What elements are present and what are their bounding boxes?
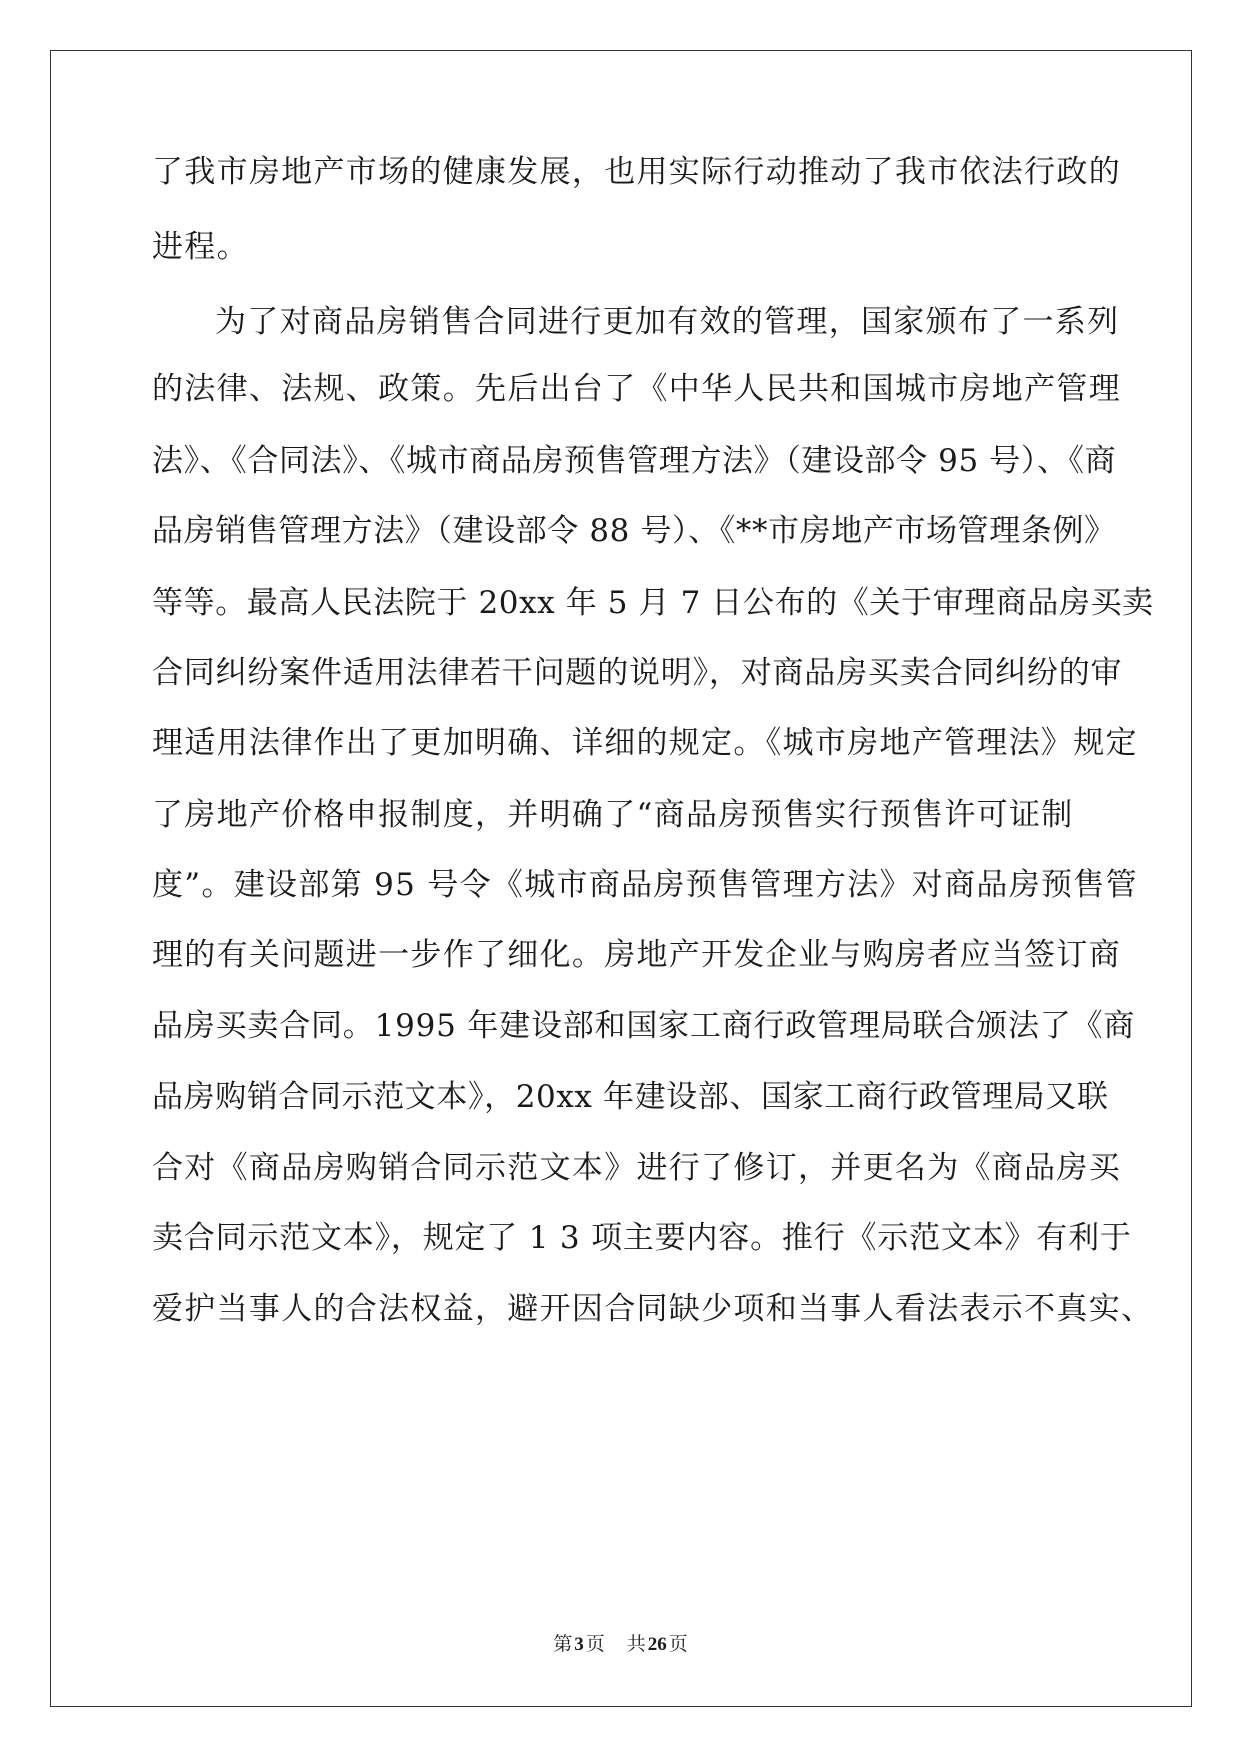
text-line: 品房购销合同示范文本》，20xx 年建设部、国家工商行政管理局又联 — [152, 1079, 1109, 1115]
text-line: 合同纠纷案件适用法律若干问题的说明》，对商品房买卖合同纠纷的审 — [152, 655, 1123, 691]
page-label-prefix: 第 — [553, 1634, 573, 1655]
paragraph-first-line: 为了对商品房销售合同进行更加有效的管理，国家颁布了一系列 — [215, 304, 1120, 340]
text-line: 卖合同示范文本》，规定了 1 3 项主要内容。推行《示范文本》有利于 — [152, 1220, 1132, 1256]
total-label-prefix: 共 — [626, 1634, 646, 1655]
total-pages: 26 — [647, 1634, 667, 1655]
text-line: 了我市房地产市场的健康发展，也用实际行动推动了我市依法行政的 — [152, 154, 1121, 190]
text-line: 理的有关问题进一步作了细化。房地产开发企业与购房者应当签订商 — [152, 937, 1121, 973]
page-number: 3 — [574, 1634, 584, 1655]
text-line: 等等。最高人民法院于 20xx 年 5 月 7 日公布的《关于审理商品房买卖 — [152, 585, 1154, 621]
text-line: 的法律、法规、政策。先后出台了《中华人民共和国城市房地产管理 — [152, 371, 1121, 407]
total-label-suffix: 页 — [668, 1634, 688, 1655]
text-line: 度”。建设部第 95 号令《城市商品房预售管理方法》对商品房预售管 — [152, 867, 1138, 903]
page-footer — [0, 1634, 1241, 1656]
page-label-suffix: 页 — [585, 1634, 605, 1655]
text-line: 了房地产价格申报制度，并明确了“商品房预售实行预售许可证制 — [152, 797, 1074, 833]
text-line: 合对《商品房购销合同示范文本》进行了修订，并更名为《商品房买 — [152, 1150, 1121, 1186]
text-line: 爱护当事人的合法权益，避开因合同缺少项和当事人看法表示不真实、 — [152, 1291, 1154, 1327]
text-line: 品房销售管理方法》（建设部令 88 号）、《**市房地产市场管理条例》 — [152, 513, 1116, 549]
text-line: 理适用法律作出了更加明确、详细的规定。《城市房地产管理法》规定 — [152, 725, 1138, 761]
text-line: 进程。 — [152, 229, 249, 265]
text-line: 法》、《合同法》、《城市商品房预售管理方法》（建设部令 95 号）、《商 — [152, 443, 1117, 479]
text-line: 品房买卖合同。1995 年建设部和国家工商行政管理局联合颁法了《商 — [152, 1008, 1136, 1044]
